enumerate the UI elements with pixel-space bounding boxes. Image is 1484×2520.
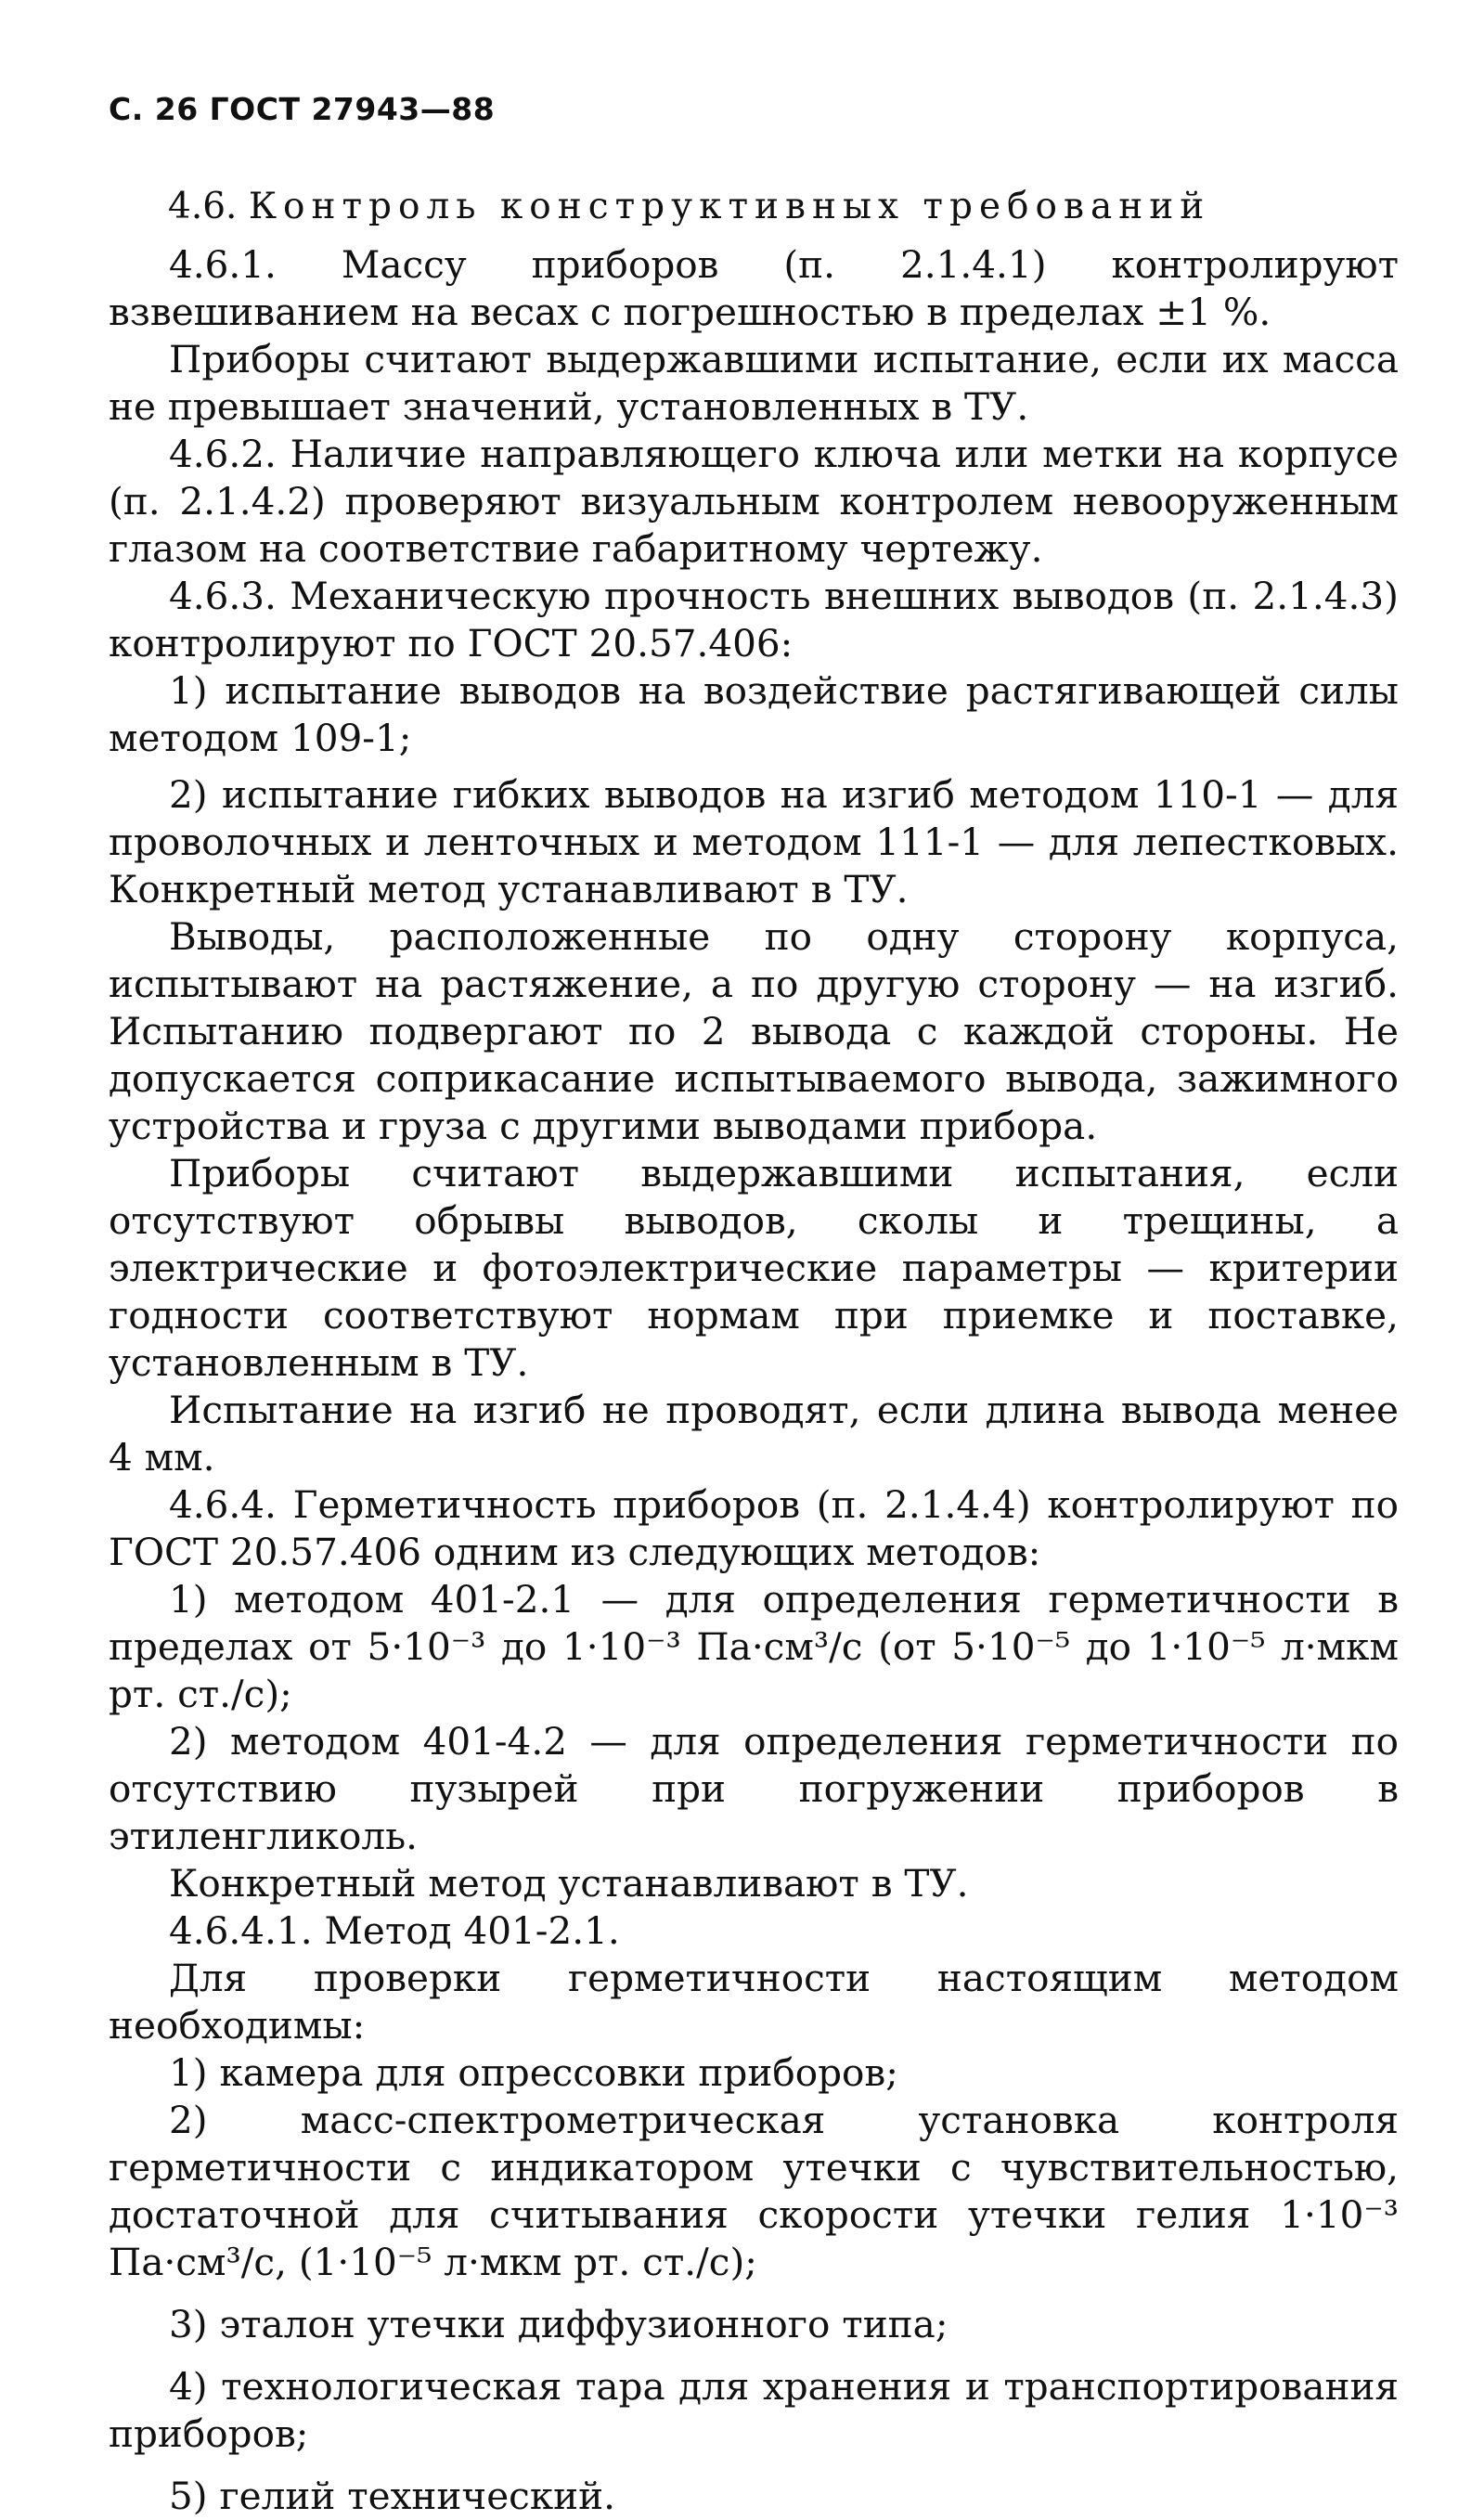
paragraph: Приборы считают выдержавшими испытание, если их масса не превышает значений, установленных в ТУ. bbox=[109, 337, 1399, 429]
list-item: 1) камера для опрессовки приборов; bbox=[169, 2050, 898, 2095]
paragraph: Испытание на изгиб не проводят, если длина вывода менее 4 мм. bbox=[109, 1388, 1399, 1480]
paragraph-4-6-4: 4.6.4. Герметичность приборов (п. 2.1.4.4) контролируют по ГОСТ 20.57.406 одним из следующих методов: bbox=[109, 1482, 1399, 1574]
list-item: 2) методом 401-4.2 — для определения герметичности по отсутствию пузырей при погружении приборов в этиленгликоль. bbox=[109, 1719, 1399, 1858]
paragraph: Приборы считают выдержавшими испытания, если отсутствуют обрывы выводов, сколы и трещины, а электрические и фотоэлектрические параметры — критерии годности соответствуют нормам при приемке и поставке, установленным в ТУ. bbox=[109, 1151, 1399, 1385]
paragraph: Выводы, расположенные по одну сторону корпуса, испытывают на растяжение, а по другую сторону — на изгиб. Испытанию подвергают по 2 вывода с каждой стороны. Не допускается соприкасание испытываемого вывода, зажимного устройства и груза с другими выводами прибора. bbox=[109, 914, 1399, 1148]
paragraph: Конкретный метод устанавливают в ТУ. bbox=[169, 1861, 969, 1906]
paragraph-4-6-1: 4.6.1. Массу приборов (п. 2.1.4.1) контролируют взвешиванием на весах с погрешностью в пределах ±1 %. bbox=[109, 242, 1399, 334]
list-item: 1) методом 401-2.1 — для определения герметичности в пределах от 5·10⁻³ до 1·10⁻³ Па·см³/с (от 5·10⁻⁵ до 1·10⁻⁵ л·мкм рт. ст./с); bbox=[109, 1577, 1399, 1716]
list-item: 2) испытание гибких выводов на изгиб методом 110-1 — для проволочных и ленточных и методом 111-1 — для лепестковых. Конкретный метод устанавливают в ТУ. bbox=[109, 772, 1399, 911]
paragraph-4-6-4-1: 4.6.4.1. Метод 401-2.1. bbox=[169, 1908, 620, 1953]
list-item: 3) эталон утечки диффузионного типа; bbox=[169, 2302, 948, 2346]
section-title-text: Контроль конструктивных требований bbox=[248, 186, 1211, 227]
list-item: 4) технологическая тара для хранения и транспортирования приборов; bbox=[109, 2364, 1399, 2456]
paragraph: Для проверки герметичности настоящим методом необходимы: bbox=[109, 1956, 1399, 2048]
section-title bbox=[168, 186, 1210, 227]
section-number: 4.6. bbox=[168, 186, 238, 227]
page-header: С. 26 ГОСТ 27943—88 bbox=[109, 91, 496, 127]
list-item: 5) гелий технический. bbox=[169, 2474, 616, 2518]
list-item: 2) масс-спектрометрическая установка контроля герметичности с индикатором утечки с чувствительностью, достаточной для считывания скорости утечки гелия 1·10⁻³ Па·см³/с, (1·10⁻⁵ л·мкм рт. ст./с); bbox=[109, 2098, 1399, 2284]
list-item: 1) испытание выводов на воздействие растягивающей силы методом 109-1; bbox=[109, 668, 1399, 760]
paragraph-4-6-2: 4.6.2. Наличие направляющего ключа или метки на корпусе (п. 2.1.4.2) проверяют визуальным контролем невооруженным глазом на соответствие габаритному чертежу. bbox=[109, 432, 1399, 571]
document-body bbox=[109, 241, 1399, 2520]
paragraph-4-6-3: 4.6.3. Механическую прочность внешних выводов (п. 2.1.4.3) контролируют по ГОСТ 20.57.406: bbox=[109, 574, 1399, 666]
